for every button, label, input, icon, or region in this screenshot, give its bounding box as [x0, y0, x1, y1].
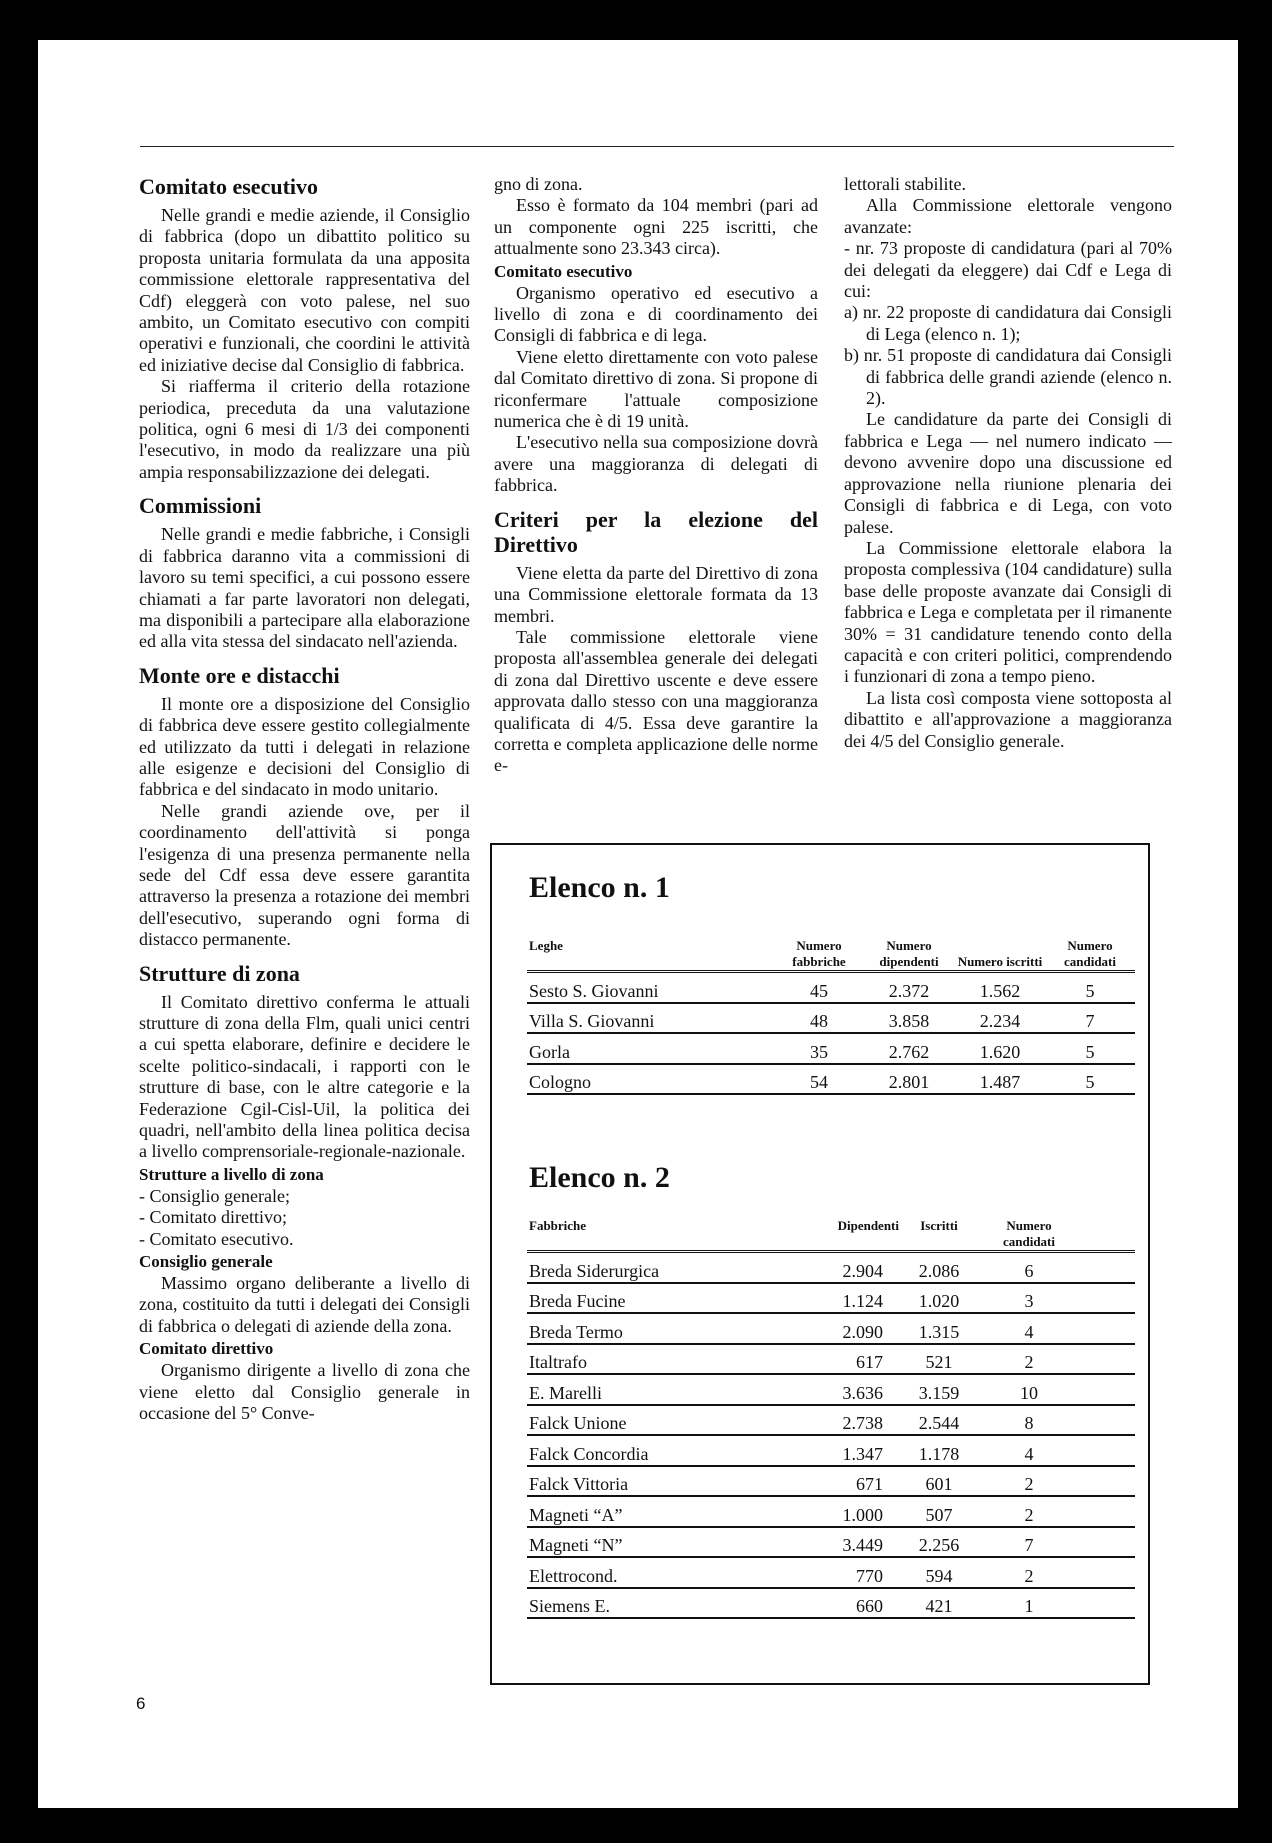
col-header: Numero fabbriche — [775, 938, 863, 972]
paragraph: Organismo operativo ed esecutivo a livello di zona e di coordinamento dei Consigli di fabbrica e di lega. — [494, 282, 818, 346]
paragraph: Si riafferma il criterio della rotazione periodica, preceduta da una valutazione politica, ogni 6 mesi di 1/3 dei componenti l'esecutivo, in modo da realizzare una più ampia responsabilizzazione dei delegati. — [139, 376, 470, 482]
paragraph: Viene eletta da parte del Direttivo di zona una Commissione elettorale formata da 13 membri. — [494, 562, 818, 626]
cell: Sesto S. Giovanni — [527, 972, 775, 1003]
table-row — [527, 1283, 1135, 1314]
cell-blank — [1079, 1344, 1135, 1375]
cell: 2.801 — [863, 1064, 955, 1095]
cell: 1.020 — [899, 1283, 979, 1314]
table-row — [527, 1557, 1135, 1588]
cell: 507 — [899, 1496, 979, 1527]
subheading-strutture-livello-zona: Strutture a livello di zona — [139, 1164, 324, 1184]
paragraph: Esso è formato da 104 membri (pari ad un componente ogni 225 iscritti, che attualmente sono 23.343 circa). — [494, 195, 818, 259]
cell-blank — [1079, 1283, 1135, 1314]
col-header: Leghe — [527, 938, 775, 972]
cell: Falck Unione — [527, 1405, 789, 1436]
heading-commissioni: Commissioni — [139, 493, 262, 519]
paragraph: L'esecutivo nella sua composizione dovrà avere una maggioranza di delegati di fabbrica. — [494, 432, 818, 496]
page-number: 6 — [136, 1694, 146, 1713]
cell: Cologno — [527, 1064, 775, 1095]
cell: 1.620 — [955, 1033, 1045, 1064]
elenco-1-table — [527, 938, 1135, 1095]
list-item: - Comitato direttivo; — [139, 1207, 287, 1228]
heading-criteri-elezione: Criteri per la elezione del Direttivo — [494, 506, 818, 557]
cell: 2.256 — [899, 1527, 979, 1558]
cell: 45 — [775, 972, 863, 1003]
cell: 3 — [979, 1283, 1079, 1314]
cell-blank — [1079, 1374, 1135, 1405]
cell: 2.234 — [955, 1003, 1045, 1034]
col-header: Iscritti — [899, 1218, 979, 1252]
table-row — [527, 1064, 1135, 1095]
elenco-2-body — [527, 1252, 1135, 1619]
paragraph: b) nr. 51 proposte di candidatura dai Consigli di fabbrica delle grandi aziende (elenco n. 2). — [844, 345, 1172, 409]
cell-blank — [1079, 1496, 1135, 1527]
cell-blank — [1079, 1313, 1135, 1344]
cell-blank — [1079, 1435, 1135, 1466]
paragraph: Il Comitato direttivo conferma le attuali strutture di zona della Flm, quali unici centri a cui spetta elaborare, definire e decidere le scelte politico-sindacali, i rapporti con le strutture di base, con le altre categorie e la Federazione Cgil-Cisl-Uil, la politica dei quadri, nell'ambito della linea politica decisa a livello comprensoriale-regionale-nazionale. — [139, 991, 470, 1162]
table-row — [527, 1435, 1135, 1466]
subheading-comitato-direttivo: Comitato direttivo — [139, 1339, 274, 1359]
cell-blank — [1079, 1588, 1135, 1619]
cell: 3.449 — [789, 1527, 899, 1558]
heading-strutture-di-zona: Strutture di zona — [139, 960, 300, 986]
cell: 1.178 — [899, 1435, 979, 1466]
cell-blank — [1079, 1557, 1135, 1588]
cell: Breda Siderurgica — [527, 1252, 789, 1283]
cell: 2.086 — [899, 1252, 979, 1283]
cell: 2 — [979, 1466, 1079, 1497]
cell: 1.315 — [899, 1313, 979, 1344]
col-header: Numero dipendenti — [863, 938, 955, 972]
cell: 2.544 — [899, 1405, 979, 1436]
table-row — [527, 1252, 1135, 1283]
heading-monte-ore: Monte ore e distacchi — [139, 662, 340, 688]
top-rule — [140, 146, 1174, 147]
cell: 2.372 — [863, 972, 955, 1003]
cell: 601 — [899, 1466, 979, 1497]
col-header: Dipendenti — [789, 1218, 899, 1252]
cell: Villa S. Giovanni — [527, 1003, 775, 1034]
table-row — [527, 1003, 1135, 1034]
cell: 3.636 — [789, 1374, 899, 1405]
cell: 1.124 — [789, 1283, 899, 1314]
cell: 2 — [979, 1496, 1079, 1527]
subheading-consiglio-generale: Consiglio generale — [139, 1252, 273, 1272]
cell: 4 — [979, 1313, 1079, 1344]
column-2 — [494, 174, 818, 777]
cell: E. Marelli — [527, 1374, 789, 1405]
cell-blank — [1079, 1405, 1135, 1436]
column-3 — [844, 174, 1172, 752]
paragraph: Alla Commissione elettorale vengono avanzate: — [844, 195, 1172, 237]
paragraph: Nelle grandi e medie aziende, il Consiglio di fabbrica (dopo un dibattito politico su proposta unitaria formulata da una apposita commissione elettorale rappresentativa del Cdf) eleggerà con voto palese, nel suo ambito, un Comitato esecutivo con compiti operativi e funzionali, che coordini le attività ed iniziative decise dal Consiglio di fabbrica. — [139, 205, 470, 375]
cell: 2.738 — [789, 1405, 899, 1436]
elenco-box — [490, 843, 1150, 1685]
cell: 1.347 — [789, 1435, 899, 1466]
list-item: - Comitato esecutivo. — [139, 1228, 294, 1249]
paragraph: Organismo dirigente a livello di zona che viene eletto dal Consiglio generale in occasione del 5° Conve- — [139, 1360, 470, 1424]
strutture-list — [139, 1186, 470, 1250]
cell: 521 — [899, 1344, 979, 1375]
paragraph: Il monte ore a disposizione del Consiglio di fabbrica deve essere gestito collegialmente ed utilizzato da tutti i delegati in relazione alle esigenze e decisioni del Consiglio di fabbrica e del sindacato in modo unitario. — [139, 693, 470, 800]
cell: 5 — [1045, 1033, 1135, 1064]
cell: 5 — [1045, 1064, 1135, 1095]
paragraph: lettorali stabilite. — [844, 174, 966, 194]
cell: 660 — [789, 1588, 899, 1619]
cell: 5 — [1045, 972, 1135, 1003]
paragraph: La Commissione elettorale elabora la proposta complessiva (104 candidature) sulla base delle proposte avanzate dai Consigli di fabbrica e Lega e completata per il rimanente 30% = 31 candidature tenendo conto della capacità e con criteri politici, comprendendo i funzionari di zona a tempo pieno. — [844, 537, 1172, 687]
cell: 35 — [775, 1033, 863, 1064]
cell: 48 — [775, 1003, 863, 1034]
table-row — [527, 1527, 1135, 1558]
cell: 1.487 — [955, 1064, 1045, 1095]
cell: 421 — [899, 1588, 979, 1619]
cell: Italtrafo — [527, 1344, 789, 1375]
cell: 54 — [775, 1064, 863, 1095]
table-row — [527, 1033, 1135, 1064]
cell: Gorla — [527, 1033, 775, 1064]
paragraph: a) nr. 22 proposte di candidatura dai Consigli di Lega (elenco n. 1); — [844, 302, 1172, 344]
cell: Magneti “N” — [527, 1527, 789, 1558]
paragraph: Massimo organo deliberante a livello di zona, costituito da tutti i delegati dei Consigli di fabbrica o delegati di aziende della zona. — [139, 1273, 470, 1336]
cell: 7 — [1045, 1003, 1135, 1034]
cell: 2.090 — [789, 1313, 899, 1344]
table-row — [527, 1588, 1135, 1619]
paragraph: Tale commissione elettorale viene proposta all'assemblea generale dei delegati di zona dal Direttivo uscente e deve essere approvata dallo stesso con una maggioranza qualificata di 4/5. Essa deve garantire la corretta e completa applicazione delle norme e- — [494, 626, 818, 776]
document-page — [38, 40, 1238, 1808]
cell: 7 — [979, 1527, 1079, 1558]
col-header: Numero candidati — [1045, 938, 1135, 972]
column-1 — [139, 174, 470, 1425]
table-row — [527, 1496, 1135, 1527]
cell: 2.904 — [789, 1252, 899, 1283]
heading-comitato-esecutivo: Comitato esecutivo — [139, 174, 319, 199]
paragraph: Nelle grandi e medie fabbriche, i Consigli di fabbrica daranno vita a commissioni di lavoro su temi specifici, a cui possono essere chiamati a far parte lavoratori non delegati, ma disponibili a partecipare alla elaborazione ed alla vita stessa del sindacato nell'azienda. — [139, 524, 470, 652]
cell: 671 — [789, 1466, 899, 1497]
cell: 1 — [979, 1588, 1079, 1619]
col-header: Fabbriche — [527, 1218, 789, 1252]
paragraph: La lista così composta viene sottoposta al dibattito e all'approvazione a maggioranza dei 4/5 del Consiglio generale. — [844, 687, 1172, 751]
cell: 3.159 — [899, 1374, 979, 1405]
cell: Elettrocond. — [527, 1557, 789, 1588]
table-row — [527, 1313, 1135, 1344]
cell: 8 — [979, 1405, 1079, 1436]
cell-blank — [1079, 1252, 1135, 1283]
cell: 1.562 — [955, 972, 1045, 1003]
list-item: - Consiglio generale; — [139, 1185, 290, 1206]
paragraph: Nelle grandi aziende ove, per il coordinamento dell'attività si ponga l'esigenza di una presenza permanente nella sede del Cdf essa deve essere garantita attraverso la presenza a rotazione dei membri dell'esecutivo, superando ogni forma di distacco permanente. — [139, 800, 470, 950]
elenco-1-title: Elenco n. 1 — [529, 871, 670, 904]
cell: 594 — [899, 1557, 979, 1588]
col-header: Numero iscritti — [955, 938, 1045, 972]
table-header-row — [527, 1218, 1135, 1252]
elenco-2-table — [527, 1218, 1135, 1619]
col-header: Numero candidati — [979, 1218, 1079, 1252]
cell: 1.000 — [789, 1496, 899, 1527]
cell: Breda Fucine — [527, 1283, 789, 1314]
cell: Falck Vittoria — [527, 1466, 789, 1497]
cell: 4 — [979, 1435, 1079, 1466]
paragraph: - nr. 73 proposte di candidatura (pari al 70% dei delegati da eleggere) dai Cdf e Lega di cui: — [844, 238, 1172, 302]
paragraph: Le candidature da parte dei Consigli di fabbrica e Lega — nel numero indicato — devono avvenire dopo una discussione ed approvazione nella riunione plenaria dei Consigli di fabbrica e di Lega, con voto palese. — [844, 409, 1172, 537]
paragraph: gno di zona. — [494, 174, 583, 194]
table-row — [527, 1344, 1135, 1375]
table-row — [527, 1374, 1135, 1405]
paragraph: Viene eletto direttamente con voto palese dal Comitato direttivo di zona. Si propone di riconfermare l'attuale composizione numerica che è di 19 unità. — [494, 346, 818, 432]
table-row — [527, 1466, 1135, 1497]
cell: 3.858 — [863, 1003, 955, 1034]
cell: 2 — [979, 1344, 1079, 1375]
cell: 6 — [979, 1252, 1079, 1283]
cell: Falck Concordia — [527, 1435, 789, 1466]
elenco-2-title: Elenco n. 2 — [529, 1161, 670, 1194]
cell: Magneti “A” — [527, 1496, 789, 1527]
cell: 2.762 — [863, 1033, 955, 1064]
cell: 10 — [979, 1374, 1079, 1405]
table-row — [527, 1405, 1135, 1436]
cell-blank — [1079, 1527, 1135, 1558]
col-header-blank — [1079, 1218, 1135, 1252]
cell-blank — [1079, 1466, 1135, 1497]
subheading-comitato-esecutivo: Comitato esecutivo — [494, 261, 633, 281]
table-header-row — [527, 938, 1135, 972]
cell: 2 — [979, 1557, 1079, 1588]
cell: 770 — [789, 1557, 899, 1588]
cell: Siemens E. — [527, 1588, 789, 1619]
cell: 617 — [789, 1344, 899, 1375]
table-row — [527, 972, 1135, 1003]
cell: Breda Termo — [527, 1313, 789, 1344]
